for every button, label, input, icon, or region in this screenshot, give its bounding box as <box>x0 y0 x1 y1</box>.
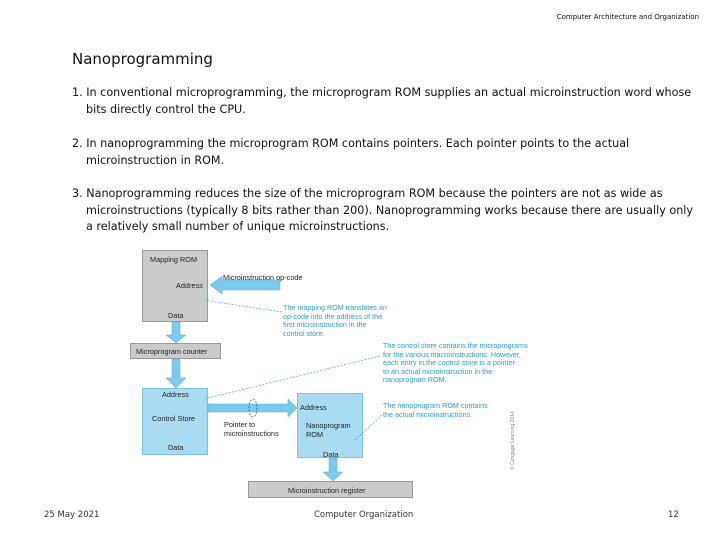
control-store-label: Control Store <box>152 414 195 423</box>
point-1-line-1: 1. In conventional microprogramming, the microprogram ROM supplies an actual microinstruction word whose <box>72 86 692 99</box>
note-nanoprogram <box>383 402 488 419</box>
pointer-arrow <box>208 399 297 417</box>
note-line: to an actual microinstruction in the <box>383 366 493 376</box>
note-line: The control store contains the microprograms <box>383 341 528 350</box>
pointer-label-2: microinstructions <box>224 429 279 438</box>
data-to-counter-arrow <box>166 322 186 343</box>
note-line: first microinstruction in the <box>283 320 367 330</box>
control-store-address-label: Address <box>162 390 189 399</box>
note-line: The nanoprogram ROM contains <box>383 401 488 410</box>
note-control-store <box>383 342 528 385</box>
nano-to-register-arrow <box>323 458 343 481</box>
note-line: each entry in the control store is a pointer <box>383 358 515 368</box>
opcode-label: Microinstruction op-code <box>223 273 303 282</box>
note-line: nanoprogram ROM. <box>383 375 447 385</box>
note-1-leader <box>203 300 282 312</box>
page-number: 12 <box>668 510 679 520</box>
footer-title: Computer Organization <box>314 510 414 520</box>
register-label: Microinstruction register <box>288 486 366 495</box>
mapping-rom-label: Mapping ROM <box>150 255 198 264</box>
note-line: control store. <box>283 328 325 338</box>
counter-label: Microprogram counter <box>136 347 208 356</box>
control-store-data-label: Data <box>168 443 184 452</box>
nano-label-2: ROM <box>306 430 324 439</box>
slide-title: Nanoprogramming <box>72 50 213 68</box>
point-1-line-2: bits directly control the CPU. <box>86 102 246 116</box>
point-3-line-1: 3. Nanoprogramming reduces the size of the microprogram ROM because the pointers are not as wide as <box>72 187 663 200</box>
note-mapping-rom <box>283 304 387 338</box>
nano-data-label: Data <box>323 450 339 459</box>
point-2-line-2: microinstruction in ROM. <box>86 153 225 167</box>
slide-header: Computer Architecture and Organization <box>556 13 699 21</box>
note-2-leader <box>204 356 380 399</box>
copyright-text: © Cengage Learning 2014 <box>510 411 516 470</box>
point-3-line-3: a relatively small number of unique microinstructions. <box>86 220 390 233</box>
note-line: the actual microinstructions. <box>383 409 473 419</box>
footer-date: 25 May 2021 <box>44 510 100 520</box>
mapping-rom-address-label: Address <box>176 281 203 290</box>
nano-address-label: Address <box>300 403 327 412</box>
counter-to-store-arrow <box>166 359 186 388</box>
pointer-label-1: Pointer to <box>224 420 256 429</box>
note-line: for the various macroinstructions. However, <box>383 349 521 359</box>
note-3-leader <box>355 415 382 440</box>
note-line: op-code into the address of the <box>283 311 383 321</box>
point-2-line-1: 2. In nanoprogramming the microprogram ROM contains pointers. Each pointer points to the actual <box>72 137 630 150</box>
mapping-rom-data-label: Data <box>168 311 184 320</box>
point-3-line-2: microinstructions (typically 8 bits rather than 200). Nanoprogramming works because there are usually only <box>86 203 694 217</box>
nano-label-1: Nanoprogram <box>306 421 351 430</box>
note-line: The mapping ROM translates an <box>283 303 387 312</box>
